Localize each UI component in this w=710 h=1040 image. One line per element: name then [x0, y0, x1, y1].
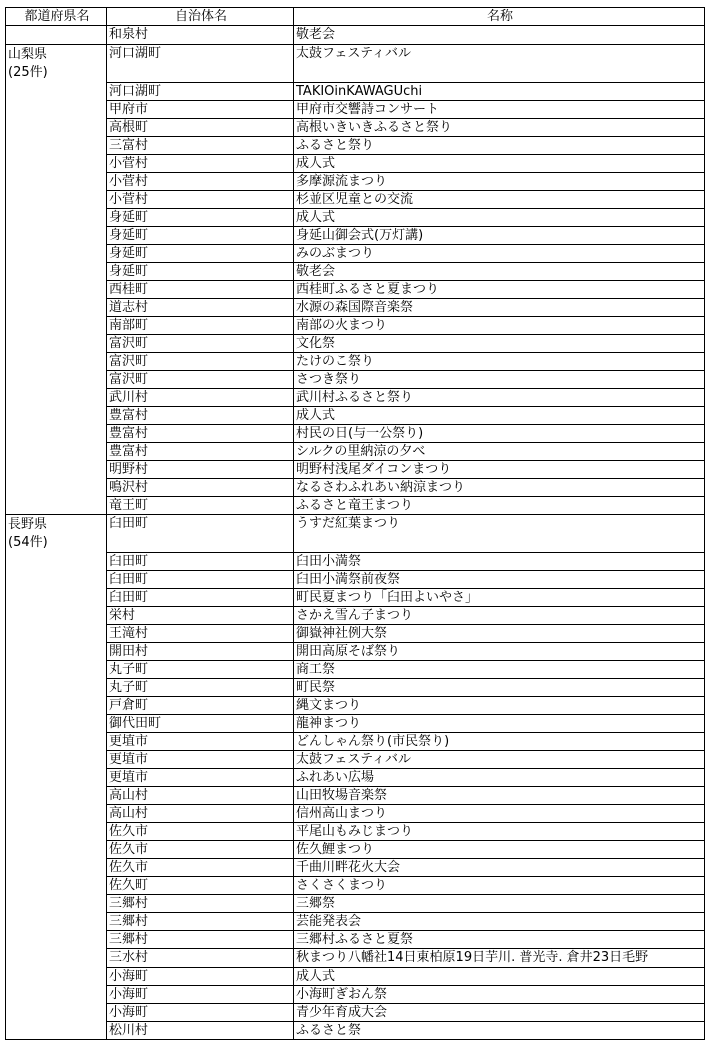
event-name-cell: 明野村浅尾ダイコンまつり — [294, 460, 705, 478]
prefecture-cell — [6, 642, 107, 660]
prefecture-cell — [6, 370, 107, 388]
prefecture-cell — [6, 244, 107, 262]
municipality-cell: 身延町 — [107, 208, 294, 226]
event-name-cell: さつき祭り — [294, 370, 705, 388]
table-row — [6, 714, 705, 732]
municipality-cell: 戸倉町 — [107, 696, 294, 714]
municipality-cell: 甲府市 — [107, 100, 294, 118]
festival-table — [5, 7, 705, 1040]
event-name-cell: 文化祭 — [294, 334, 705, 352]
table-row — [6, 624, 705, 642]
prefecture-cell — [6, 588, 107, 606]
municipality-cell: 小海町 — [107, 1003, 294, 1021]
prefecture-cell — [6, 804, 107, 822]
table-row — [6, 822, 705, 840]
prefecture-cell — [6, 624, 107, 642]
table-row — [6, 26, 705, 45]
event-name-cell: たけのこ祭り — [294, 352, 705, 370]
table-row — [6, 45, 705, 83]
event-name-cell: 平尾山もみじまつり — [294, 822, 705, 840]
prefecture-cell — [6, 136, 107, 154]
prefecture-cell — [6, 1003, 107, 1021]
municipality-cell: 三水村 — [107, 948, 294, 967]
municipality-cell: 更埴市 — [107, 750, 294, 768]
municipality-cell: 高根町 — [107, 118, 294, 136]
prefecture-cell — [6, 750, 107, 768]
municipality-cell: 道志村 — [107, 298, 294, 316]
event-name-cell: 青少年育成大会 — [294, 1003, 705, 1021]
prefecture-cell — [6, 424, 107, 442]
prefecture-cell — [6, 985, 107, 1003]
municipality-cell: 三郷村 — [107, 912, 294, 930]
municipality-cell: 豊富村 — [107, 406, 294, 424]
prefecture-cell — [6, 460, 107, 478]
municipality-cell: 富沢町 — [107, 352, 294, 370]
event-name-cell: 村民の日(与一公祭り) — [294, 424, 705, 442]
table-row — [6, 262, 705, 280]
event-name-cell: シルクの里納涼の夕べ — [294, 442, 705, 460]
table-row — [6, 750, 705, 768]
event-name-cell: 水源の森国際音楽祭 — [294, 298, 705, 316]
table-row — [6, 478, 705, 496]
event-name-cell: なるさわふれあい納涼まつり — [294, 478, 705, 496]
table-row — [6, 732, 705, 750]
table-row — [6, 552, 705, 570]
prefecture-cell — [6, 226, 107, 244]
event-name-cell: 成人式 — [294, 967, 705, 985]
event-name-cell: 山田牧場音楽祭 — [294, 786, 705, 804]
prefecture-cell — [6, 786, 107, 804]
municipality-cell: 更埴市 — [107, 768, 294, 786]
municipality-cell: 南部町 — [107, 316, 294, 334]
prefecture-cell — [6, 660, 107, 678]
municipality-cell: 和泉村 — [107, 26, 294, 45]
municipality-cell: 佐久市 — [107, 840, 294, 858]
municipality-cell: 三郷村 — [107, 930, 294, 948]
municipality-cell: 佐久市 — [107, 858, 294, 876]
prefecture-cell — [6, 118, 107, 136]
prefecture-cell — [6, 388, 107, 406]
table-row — [6, 515, 705, 553]
municipality-cell: 三富村 — [107, 136, 294, 154]
table-row — [6, 190, 705, 208]
prefecture-cell — [6, 82, 107, 100]
municipality-cell: 丸子町 — [107, 678, 294, 696]
table-row — [6, 298, 705, 316]
municipality-cell: 身延町 — [107, 262, 294, 280]
table-row — [6, 858, 705, 876]
prefecture-cell — [6, 840, 107, 858]
event-name-cell: 太鼓フェスティバル — [294, 45, 705, 83]
table-row — [6, 876, 705, 894]
municipality-cell: 佐久市 — [107, 822, 294, 840]
prefecture-cell — [6, 858, 107, 876]
event-name-cell: 町民祭 — [294, 678, 705, 696]
table-row — [6, 1021, 705, 1040]
event-name-cell: ふるさと竜王まつり — [294, 496, 705, 515]
prefecture-cell — [6, 1021, 107, 1040]
municipality-cell: 西桂町 — [107, 280, 294, 298]
event-name-cell: 縄文まつり — [294, 696, 705, 714]
prefecture-cell — [6, 442, 107, 460]
table-row — [6, 334, 705, 352]
municipality-cell: 小海町 — [107, 967, 294, 985]
event-name-cell: ふるさと祭り — [294, 136, 705, 154]
event-name-cell: 芸能発表会 — [294, 912, 705, 930]
event-name-cell: どんしゃん祭り(市民祭り) — [294, 732, 705, 750]
municipality-cell: 更埴市 — [107, 732, 294, 750]
table-row — [6, 316, 705, 334]
event-name-cell: 御嶽神社例大祭 — [294, 624, 705, 642]
municipality-cell: 富沢町 — [107, 370, 294, 388]
prefecture-cell: 山梨県 (25件) — [6, 45, 107, 83]
event-name-cell: さかえ雪ん子まつり — [294, 606, 705, 624]
municipality-cell: 御代田町 — [107, 714, 294, 732]
prefecture-cell — [6, 894, 107, 912]
table-row — [6, 948, 705, 967]
prefecture-cell — [6, 262, 107, 280]
prefecture-cell — [6, 298, 107, 316]
municipality-cell: 豊富村 — [107, 442, 294, 460]
prefecture-cell — [6, 316, 107, 334]
table-row — [6, 460, 705, 478]
prefecture-cell — [6, 714, 107, 732]
municipality-cell: 丸子町 — [107, 660, 294, 678]
municipality-cell: 王滝村 — [107, 624, 294, 642]
table-row — [6, 570, 705, 588]
header-municipality: 自治体名 — [107, 8, 294, 26]
table-row — [6, 370, 705, 388]
prefecture-cell — [6, 496, 107, 515]
event-name-cell: 秋まつり八幡社14日東柏原19日芋川. 普光寺. 倉井23日毛野 — [294, 948, 705, 967]
header-prefecture: 都道府県名 — [6, 8, 107, 26]
table-row — [6, 588, 705, 606]
prefecture-cell — [6, 26, 107, 45]
prefecture-cell — [6, 876, 107, 894]
event-name-cell: 西桂町ふるさと夏まつり — [294, 280, 705, 298]
event-name-cell: 開田高原そば祭り — [294, 642, 705, 660]
prefecture-cell — [6, 967, 107, 985]
table-row — [6, 352, 705, 370]
table-row — [6, 208, 705, 226]
municipality-cell: 臼田町 — [107, 552, 294, 570]
event-name-cell: 信州高山まつり — [294, 804, 705, 822]
municipality-cell: 小菅村 — [107, 190, 294, 208]
event-name-cell: 南部の火まつり — [294, 316, 705, 334]
prefecture-cell — [6, 552, 107, 570]
table-row — [6, 118, 705, 136]
municipality-cell: 栄村 — [107, 606, 294, 624]
municipality-cell: 臼田町 — [107, 570, 294, 588]
table-row — [6, 768, 705, 786]
table-row — [6, 930, 705, 948]
event-name-cell: 敬老会 — [294, 26, 705, 45]
prefecture-cell — [6, 822, 107, 840]
municipality-cell: 富沢町 — [107, 334, 294, 352]
municipality-cell: 松川村 — [107, 1021, 294, 1040]
table-row — [6, 696, 705, 714]
table-row — [6, 786, 705, 804]
event-name-cell: 町民夏まつり「臼田よいやさ」 — [294, 588, 705, 606]
municipality-cell: 小菅村 — [107, 154, 294, 172]
prefecture-cell — [6, 280, 107, 298]
event-name-cell: 敬老会 — [294, 262, 705, 280]
event-name-cell: 武川村ふるさと祭り — [294, 388, 705, 406]
event-name-cell: 臼田小満祭前夜祭 — [294, 570, 705, 588]
table-row — [6, 912, 705, 930]
header-row — [6, 8, 705, 26]
table-row — [6, 172, 705, 190]
prefecture-cell — [6, 406, 107, 424]
table-row — [6, 226, 705, 244]
prefecture-cell — [6, 172, 107, 190]
event-name-cell: ふれあい広場 — [294, 768, 705, 786]
prefecture-cell — [6, 606, 107, 624]
event-name-cell: 佐久鯉まつり — [294, 840, 705, 858]
municipality-cell: 豊富村 — [107, 424, 294, 442]
municipality-cell: 開田村 — [107, 642, 294, 660]
prefecture-cell — [6, 570, 107, 588]
table-row — [6, 1003, 705, 1021]
municipality-cell: 高山村 — [107, 786, 294, 804]
event-name-cell: 小海町ぎおん祭 — [294, 985, 705, 1003]
prefecture-cell — [6, 696, 107, 714]
table-row — [6, 894, 705, 912]
table-row — [6, 985, 705, 1003]
table-row — [6, 154, 705, 172]
table-row — [6, 406, 705, 424]
municipality-cell: 佐久町 — [107, 876, 294, 894]
municipality-cell: 鳴沢村 — [107, 478, 294, 496]
event-name-cell: ふるさと祭 — [294, 1021, 705, 1040]
municipality-cell: 臼田町 — [107, 515, 294, 553]
table-row — [6, 244, 705, 262]
prefecture-cell — [6, 678, 107, 696]
municipality-cell: 明野村 — [107, 460, 294, 478]
event-name-cell: 三郷祭 — [294, 894, 705, 912]
municipality-cell: 小海町 — [107, 985, 294, 1003]
prefecture-cell — [6, 478, 107, 496]
event-name-cell: うすだ紅葉まつり — [294, 515, 705, 553]
prefecture-cell — [6, 154, 107, 172]
municipality-cell: 身延町 — [107, 226, 294, 244]
municipality-cell: 三郷村 — [107, 894, 294, 912]
prefecture-cell — [6, 334, 107, 352]
table-row — [6, 136, 705, 154]
event-name-cell: さくさくまつり — [294, 876, 705, 894]
prefecture-cell — [6, 100, 107, 118]
table-row — [6, 804, 705, 822]
municipality-cell: 身延町 — [107, 244, 294, 262]
event-name-cell: 成人式 — [294, 208, 705, 226]
municipality-cell: 竜王町 — [107, 496, 294, 515]
event-name-cell: 龍神まつり — [294, 714, 705, 732]
table-row — [6, 967, 705, 985]
event-name-cell: 商工祭 — [294, 660, 705, 678]
event-name-cell: TAKIOinKAWAGUchi — [294, 82, 705, 100]
event-name-cell: 杉並区児童との交流 — [294, 190, 705, 208]
prefecture-cell — [6, 930, 107, 948]
municipality-cell: 河口湖町 — [107, 82, 294, 100]
prefecture-cell — [6, 768, 107, 786]
prefecture-cell — [6, 732, 107, 750]
prefecture-cell — [6, 352, 107, 370]
municipality-cell: 高山村 — [107, 804, 294, 822]
prefecture-cell — [6, 912, 107, 930]
table-row — [6, 388, 705, 406]
municipality-cell: 武川村 — [107, 388, 294, 406]
table-row — [6, 678, 705, 696]
municipality-cell: 臼田町 — [107, 588, 294, 606]
event-name-cell: 成人式 — [294, 406, 705, 424]
table-row — [6, 642, 705, 660]
event-name-cell: 甲府市交響詩コンサート — [294, 100, 705, 118]
municipality-cell: 河口湖町 — [107, 45, 294, 83]
municipality-cell: 小菅村 — [107, 172, 294, 190]
event-name-cell: 太鼓フェスティバル — [294, 750, 705, 768]
event-name-cell: みのぶまつり — [294, 244, 705, 262]
event-name-cell: 臼田小満祭 — [294, 552, 705, 570]
table-row — [6, 82, 705, 100]
prefecture-cell — [6, 190, 107, 208]
table-row — [6, 424, 705, 442]
event-name-cell: 成人式 — [294, 154, 705, 172]
table-row — [6, 606, 705, 624]
table-row — [6, 280, 705, 298]
event-name-cell: 多摩源流まつり — [294, 172, 705, 190]
event-name-cell: 身延山御会式(万灯講) — [294, 226, 705, 244]
event-name-cell: 高根いきいきふるさと祭り — [294, 118, 705, 136]
table-row — [6, 100, 705, 118]
table-row — [6, 660, 705, 678]
prefecture-cell — [6, 948, 107, 967]
header-name: 名称 — [294, 8, 705, 26]
event-name-cell: 三郷村ふるさと夏祭 — [294, 930, 705, 948]
prefecture-cell — [6, 208, 107, 226]
event-name-cell: 千曲川畔花火大会 — [294, 858, 705, 876]
table-row — [6, 496, 705, 515]
table-row — [6, 840, 705, 858]
prefecture-cell: 長野県 (54件) — [6, 515, 107, 553]
table-row — [6, 442, 705, 460]
